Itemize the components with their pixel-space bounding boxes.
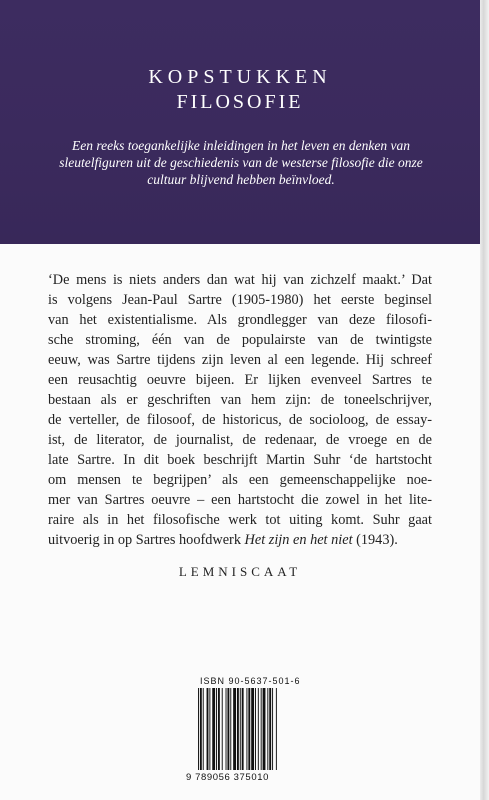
blurb-line: late Sartre. In dit boek beschrijft Martin Suhr ‘de hartstocht (48, 452, 432, 468)
barcode (196, 688, 310, 770)
blurb-line: eeuw, was Sartre tijdens zijn leven al een legende. Hij schreef (48, 352, 432, 368)
blurb-line: ist, de literator, de journalist, de redenaar, de vroege en de (48, 432, 432, 448)
work-title: Het zijn en het niet (244, 532, 353, 548)
series-name: KOPSTUKKEN (148, 66, 332, 88)
publisher-name: LEMNISCAAT (178, 564, 302, 579)
blurb-line: raire als in het filosofische werk tot uiting komt. Suhr gaat (48, 512, 432, 528)
blurb-line: is volgens Jean-Paul Sartre (1905-1980) het eerste beginsel (48, 292, 432, 308)
blurb-line: mer van Sartres oeuvre – een hartstocht die zowel in het lite- (48, 492, 432, 508)
blurb-line: om mensen te begrijpen’ als een gemeenschappelijke noe- (48, 472, 432, 488)
blurb-line: van het existentialisme. Als grondlegger van deze filosofi- (48, 312, 432, 328)
blurb-last-pre: uitvoerig in op Sartres hoofdwerk (48, 532, 245, 548)
blurb-line: bestaan als er geschriften van hem zijn: de toneelschrijver, (48, 392, 432, 408)
isbn-label: ISBN 90-5637-501-6 (200, 676, 301, 686)
book-blurb (48, 270, 432, 550)
series-band (0, 0, 480, 244)
blurb-last-post: (1943). (352, 532, 398, 548)
series-description: Een reeks toegankelijke inleidingen in het leven en denken van sleutelfiguren uit de geschiedenis van de westerse filosofie die onze cultuur blijvend hebben beïnvloed. (59, 138, 423, 187)
blurb-line: ‘De mens is niets anders dan wat hij van zichzelf maakt.’ Dat (48, 272, 432, 288)
ean-digits: 9 789056 375010 (186, 772, 269, 783)
blurb-line: sche stroming, één van de populairste van de twintigste (48, 332, 432, 348)
blurb-line: een reusachtig oeuvre bijeen. Er lijken evenveel Sartres te (48, 372, 432, 388)
blurb-last-line (48, 530, 432, 550)
page-edge (480, 0, 489, 800)
series-subtitle: FILOSOFIE (176, 91, 304, 113)
blurb-line: de verteller, de filosoof, de historicus, de socioloog, de essay- (48, 412, 432, 428)
